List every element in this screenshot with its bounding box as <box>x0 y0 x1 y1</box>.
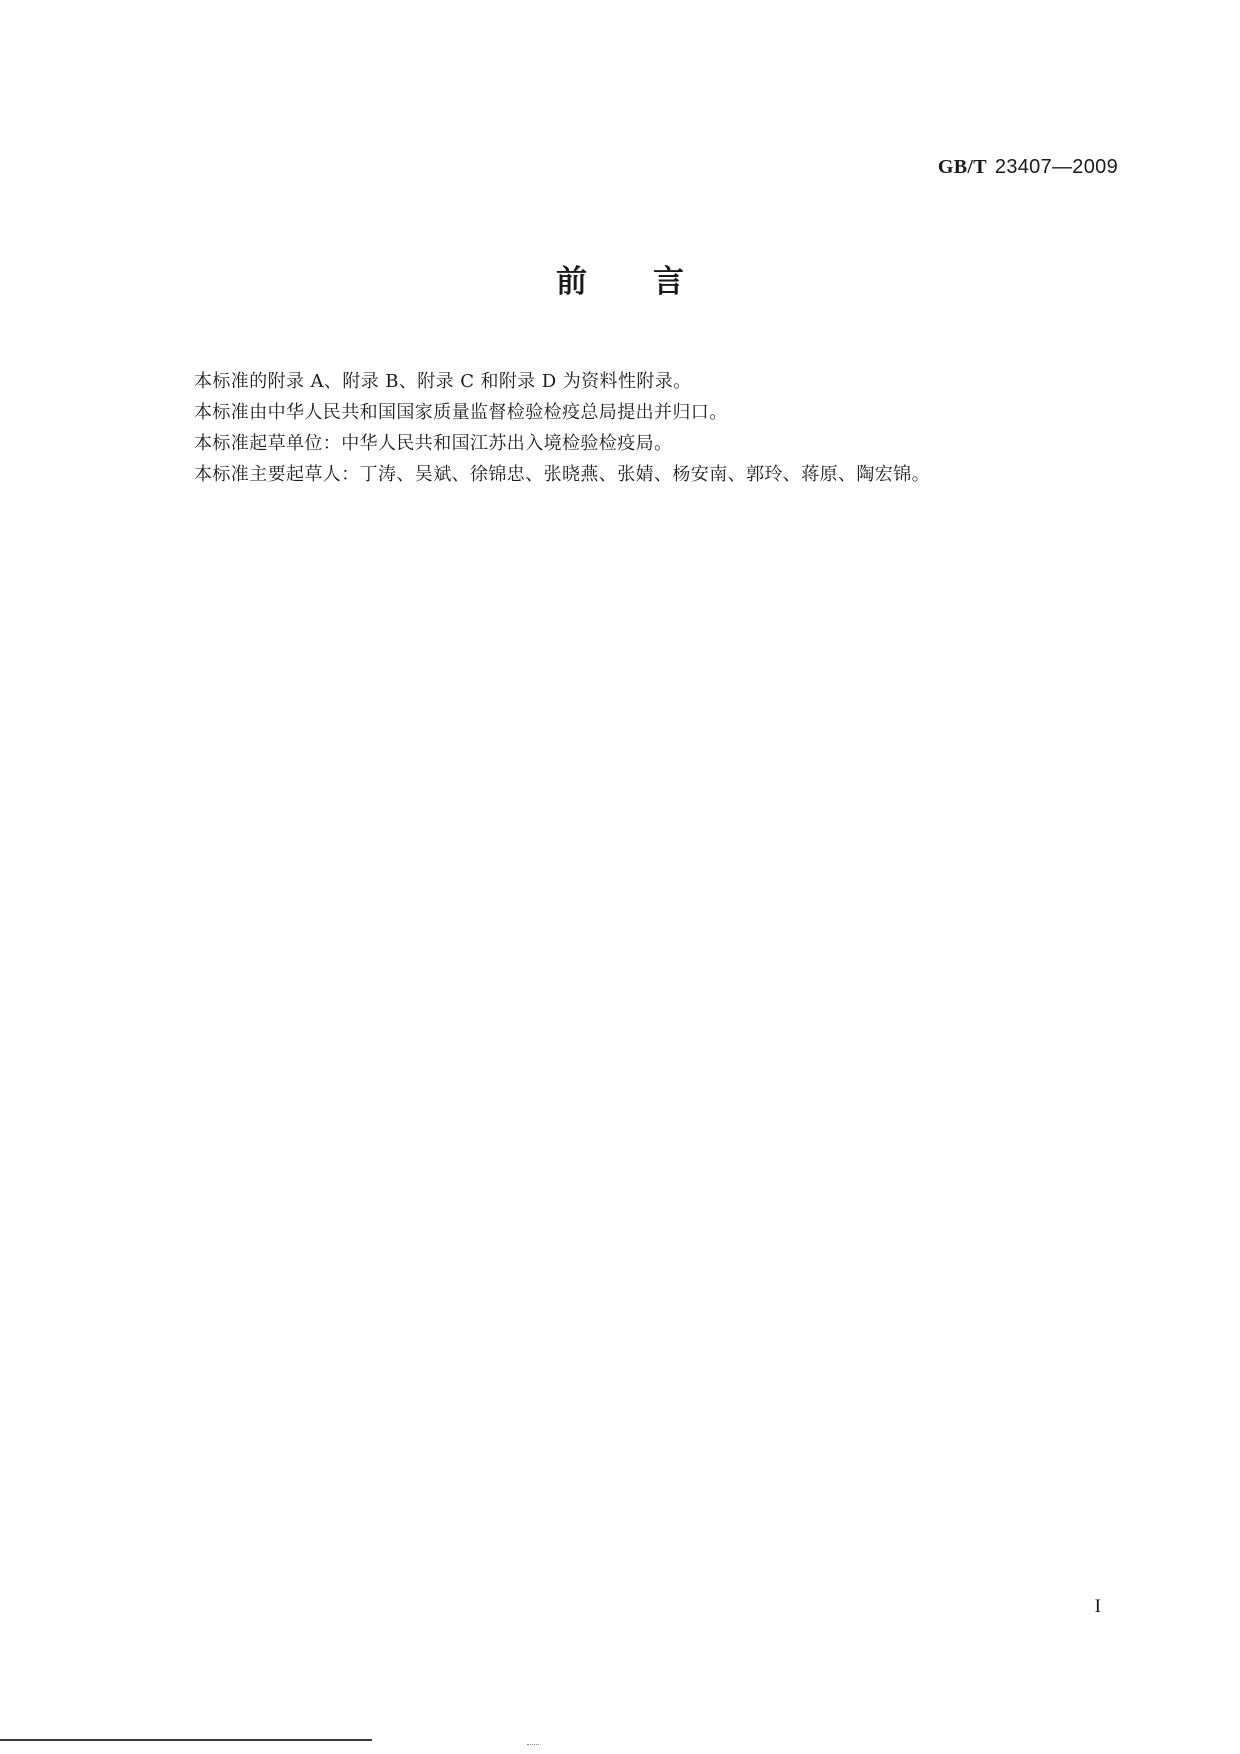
paragraph-proposer: 本标准由中华人民共和国国家质量监督检验检疫总局提出并归口。 <box>194 402 728 423</box>
paragraph-appendix: 本标准的附录 A、附录 B、附录 C 和附录 D 为资料性附录。 <box>194 371 692 392</box>
title-char-1: 前 <box>556 264 587 300</box>
title-char-2: 言 <box>653 264 684 300</box>
foreword-body <box>194 366 1144 490</box>
scan-edge-line <box>0 1739 372 1741</box>
page-title <box>0 262 1240 302</box>
scan-artifact <box>527 1744 539 1747</box>
page-number: I <box>1094 1596 1101 1617</box>
standard-prefix: GB/T <box>937 156 987 178</box>
standard-code: 23407—2009 <box>994 156 1118 178</box>
standard-number <box>938 156 1118 179</box>
paragraph-drafting-unit: 本标准起草单位：中华人民共和国江苏出入境检验检疫局。 <box>194 433 673 454</box>
paragraph-drafters: 本标准主要起草人：丁涛、吴斌、徐锦忠、张晓燕、张婧、杨安南、郭玲、蒋原、陶宏锦。 <box>194 464 930 485</box>
